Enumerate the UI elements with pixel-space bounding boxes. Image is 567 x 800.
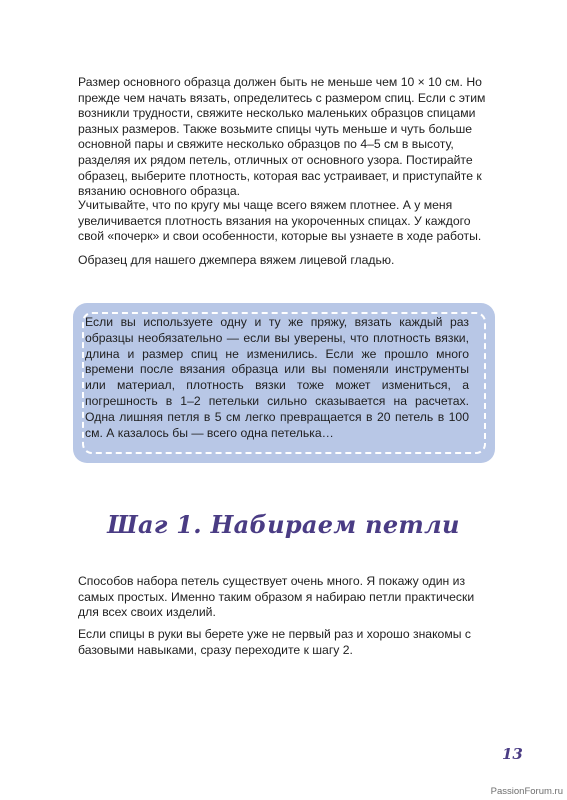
watermark: PassionForum.ru bbox=[490, 786, 563, 797]
section-heading: Шаг 1. Набираем петли bbox=[107, 510, 460, 539]
tip-box bbox=[73, 303, 495, 463]
tip-text: Если вы используете одну и ту же пряжу, вязать каждый раз образцы необязательно — если вы уверены, что плотность вязки, длина и размер спиц не изменились. Если же прошло много времени после вязания образца или вы поменяли инструменты или материал, плотность вязки тоже может измениться, а погрешность в 1–2 петельки сильно сказывается на расчетах. Одна лишняя петля в 5 см легко превращается в 20 петель в 100 см. А казалось бы — всего одна петелька… bbox=[85, 315, 469, 440]
body-paragraph-sample-stitch: Образец для нашего джемпера вяжем лицевой гладью. bbox=[78, 253, 395, 267]
body-paragraph-gauge-density: Учитывайте, что по кругу мы чаще всего вяжем плотнее. А у меня увеличивается плотность вязания на укороченных спицах. У каждого свой «почерк» и свои особенности, которые вы узнаете в ходе работы. bbox=[78, 198, 482, 244]
body-paragraph-sample-size: Размер основного образца должен быть не меньше чем 10 × 10 см. Но прежде чем начать вязать, определитесь с размером спиц. Если с этим возникли трудности, свяжите несколько маленьких образцов спицами разных размеров. Также возьмите спицы чуть меньше и чуть больше основной пары и свяжите несколько образцов по 4–5 см в высоту, разделяя их рядом петель, отличных от основного узора. Постирайте образец, выберите плотность, которая вас устраивает, и приступайте к вязанию основного образца. bbox=[78, 75, 486, 199]
page-number: 13 bbox=[502, 745, 523, 763]
body-paragraph-skip-to-step-2: Если спицы в руки вы берете уже не первый раз и хорошо знакомы с базовыми навыками, сразу переходите к шагу 2. bbox=[78, 627, 471, 657]
body-paragraph-cast-on-methods: Способов набора петель существует очень много. Я покажу один из самых простых. Именно таким образом я набираю петли практически для всех своих изделий. bbox=[78, 574, 475, 620]
